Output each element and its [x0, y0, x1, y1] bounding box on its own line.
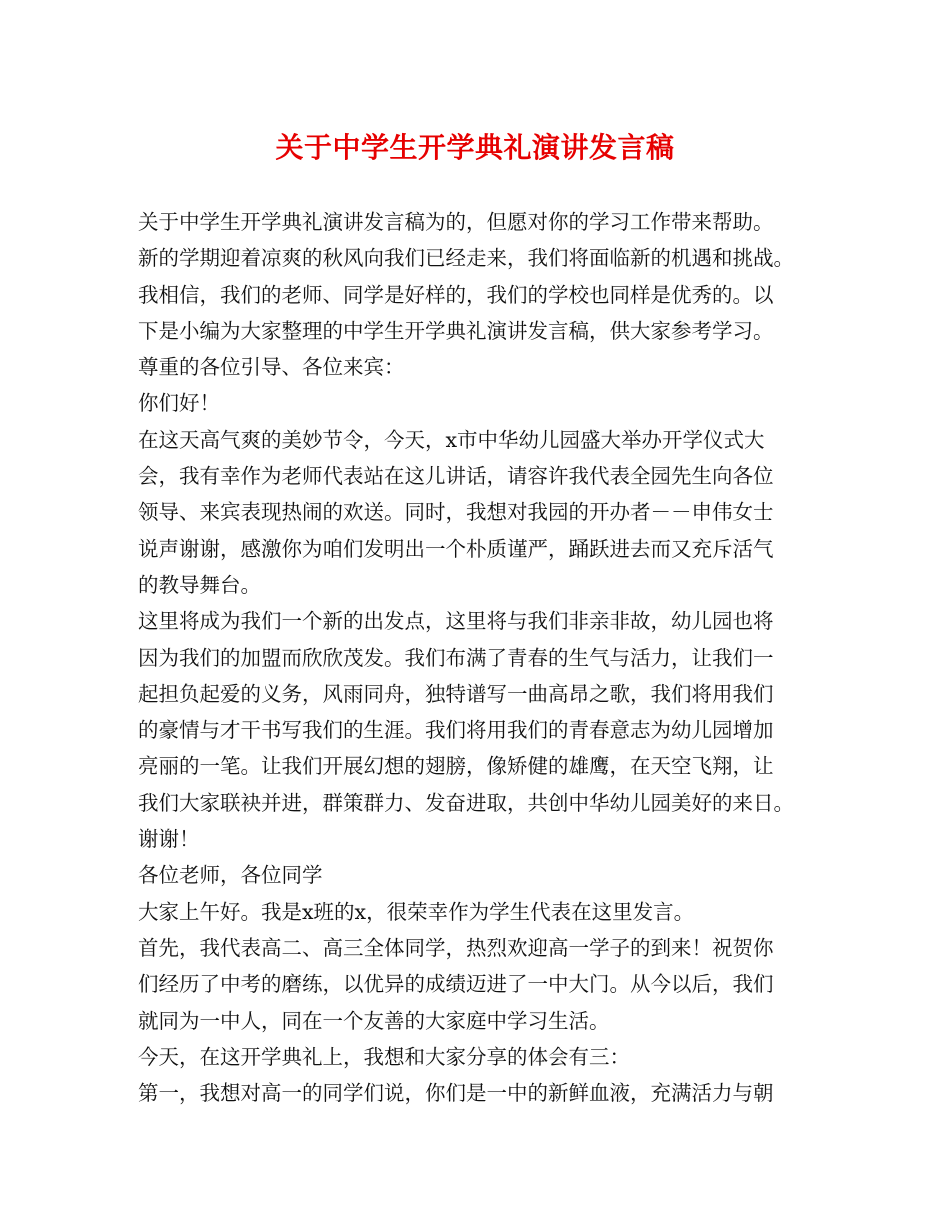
- text-line: 就同为一中人，同在一个友善的大家庭中学习生活。: [138, 1008, 610, 1033]
- text-line: 起担负起爱的义务，风雨同舟，独特谱写一曲高昂之歌，我们将用我们: [138, 681, 774, 706]
- text-line: 说声谢谢，感激你为咱们发明出一个朴质谨严，踊跃进去而又充斥活气: [138, 536, 774, 561]
- document-body: [138, 204, 828, 1111]
- text-line: 下是小编为大家整理的中学生开学典礼演讲发言稿，供大家参考学习。: [138, 318, 774, 343]
- text-line: 的教导舞台。: [138, 572, 261, 597]
- text-line: 今天，在这开学典礼上，我想和大家分享的体会有三：: [138, 1044, 630, 1069]
- text-line: 我相信，我们的老师、同学是好样的，我们的学校也同样是优秀的。以: [138, 282, 774, 307]
- text-line: 尊重的各位引导、各位来宾：: [138, 355, 405, 380]
- text-line: 谢谢！: [138, 827, 200, 852]
- text-line: 亮丽的一笔。让我们开展幻想的翅膀，像矫健的雄鹰，在天空飞翔，让: [138, 754, 774, 779]
- text-line: 这里将成为我们一个新的出发点，这里将与我们非亲非故，幼儿园也将: [138, 609, 774, 634]
- text-line: 关于中学生开学典礼演讲发言稿为的，但愿对你的学习工作带来帮助。: [138, 210, 774, 234]
- text-line: 领导、来宾表现热闹的欢送。同时，我想对我园的开办者－－申伟女士: [138, 500, 774, 525]
- document-title: 关于中学生开学典礼演讲发言稿: [275, 131, 675, 164]
- text-line: 首先，我代表高二、高三全体同学，热烈欢迎高一学子的到来！祝贺你: [138, 935, 774, 960]
- text-line: 会，我有幸作为老师代表站在这儿讲话，请容许我代表全园先生向各位: [138, 464, 774, 489]
- text-line: 大家上午好。我是x班的x，很荣幸作为学生代表在这里发言。: [138, 899, 695, 924]
- text-line: 的豪情与才干书写我们的生涯。我们将用我们的青春意志为幼儿园增加: [138, 718, 774, 743]
- text-line: 因为我们的加盟而欣欣茂发。我们布满了青春的生气与活力，让我们一: [138, 645, 774, 670]
- text-line: 们经历了中考的磨练，以优异的成绩迈进了一中大门。从今以后，我们: [138, 972, 774, 997]
- text-line: 第一，我想对高一的同学们说，你们是一中的新鲜血液，充满活力与朝: [138, 1081, 774, 1106]
- text-line: 在这天高气爽的美妙节令，今天，x市中华幼儿园盛大举办开学仪式大: [138, 427, 765, 452]
- text-line: 各位老师，各位同学: [138, 863, 323, 888]
- text-line: 新的学期迎着凉爽的秋风向我们已经走来，我们将面临新的机遇和挑战。: [138, 246, 794, 271]
- text-line: 你们好！: [138, 391, 220, 416]
- text-line: 我们大家联袂并进，群策群力、发奋进取，共创中华幼儿园美好的来日。: [138, 790, 794, 815]
